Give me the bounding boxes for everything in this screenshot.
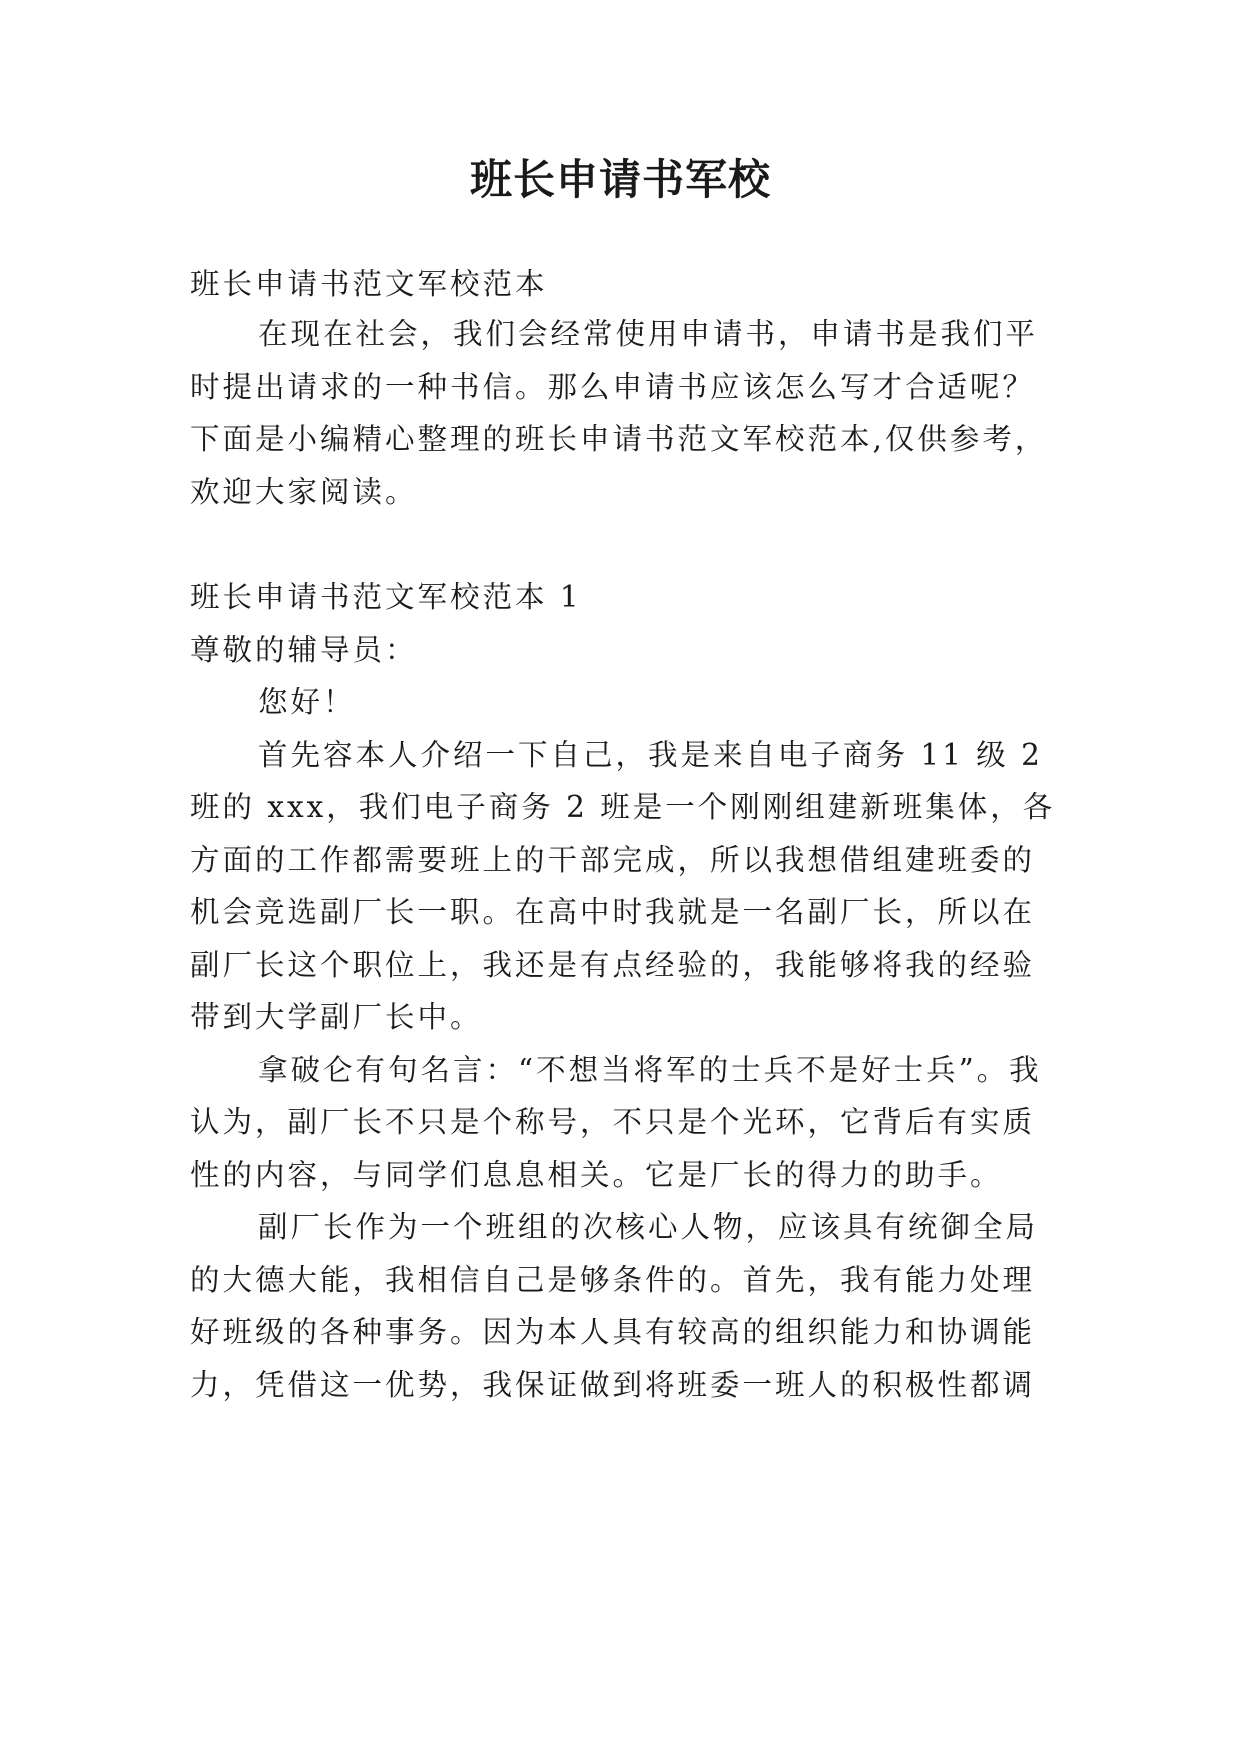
body-paragraph-line: 认为，副厂长不只是个称号，不只是个光环，它背后有实质 <box>190 1105 1036 1139</box>
body-paragraph-line: 方面的工作都需要班上的干部完成，所以我想借组建班委的 <box>190 843 1036 877</box>
body-paragraph-line: 力，凭借这一优势，我保证做到将班委一班人的积极性都调 <box>190 1368 1036 1402</box>
intro-paragraph-line: 在现在社会，我们会经常使用申请书，申请书是我们平 <box>258 317 1039 351</box>
body-paragraph-line: 好班级的各种事务。因为本人具有较高的组织能力和协调能 <box>190 1315 1036 1349</box>
body-paragraph-line: 副厂长作为一个班组的次核心人物，应该具有统御全局 <box>258 1210 1039 1244</box>
intro-paragraph-line: 欢迎大家阅读。 <box>190 475 418 509</box>
greeting: 您好！ <box>258 685 356 719</box>
body-paragraph-line: 带到大学副厂长中。 <box>190 1000 483 1034</box>
body-paragraph-line: 副厂长这个职位上，我还是有点经验的，我能够将我的经验 <box>190 948 1036 982</box>
document-title: 班长申请书军校 <box>469 155 771 204</box>
body-paragraph-line: 拿破仑有句名言：“不想当将军的士兵不是好士兵”。我 <box>258 1053 1042 1087</box>
body-paragraph-line: 性的内容，与同学们息息相关。它是厂长的得力的助手。 <box>190 1158 1003 1192</box>
body-paragraph-line: 首先容本人介绍一下自己，我是来自电子商务 11 级 2 <box>258 738 1043 772</box>
body-paragraph-line: 机会竞选副厂长一职。在高中时我就是一名副厂长，所以在 <box>190 895 1036 929</box>
salutation: 尊敬的辅导员： <box>190 633 418 667</box>
body-paragraph-line: 的大德大能，我相信自己是够条件的。首先，我有能力处理 <box>190 1263 1036 1297</box>
intro-paragraph-line: 时提出请求的一种书信。那么申请书应该怎么写才合适呢？ <box>190 370 1036 404</box>
body-paragraph-line: 班的 xxx，我们电子商务 2 班是一个刚刚组建新班集体，各 <box>190 790 1056 824</box>
intro-paragraph-line: 下面是小编精心整理的班长申请书范文军校范本,仅供参考， <box>190 422 1048 456</box>
section-heading: 班长申请书范文军校范本 <box>190 267 548 301</box>
sample-heading: 班长申请书范文军校范本 1 <box>190 580 582 614</box>
